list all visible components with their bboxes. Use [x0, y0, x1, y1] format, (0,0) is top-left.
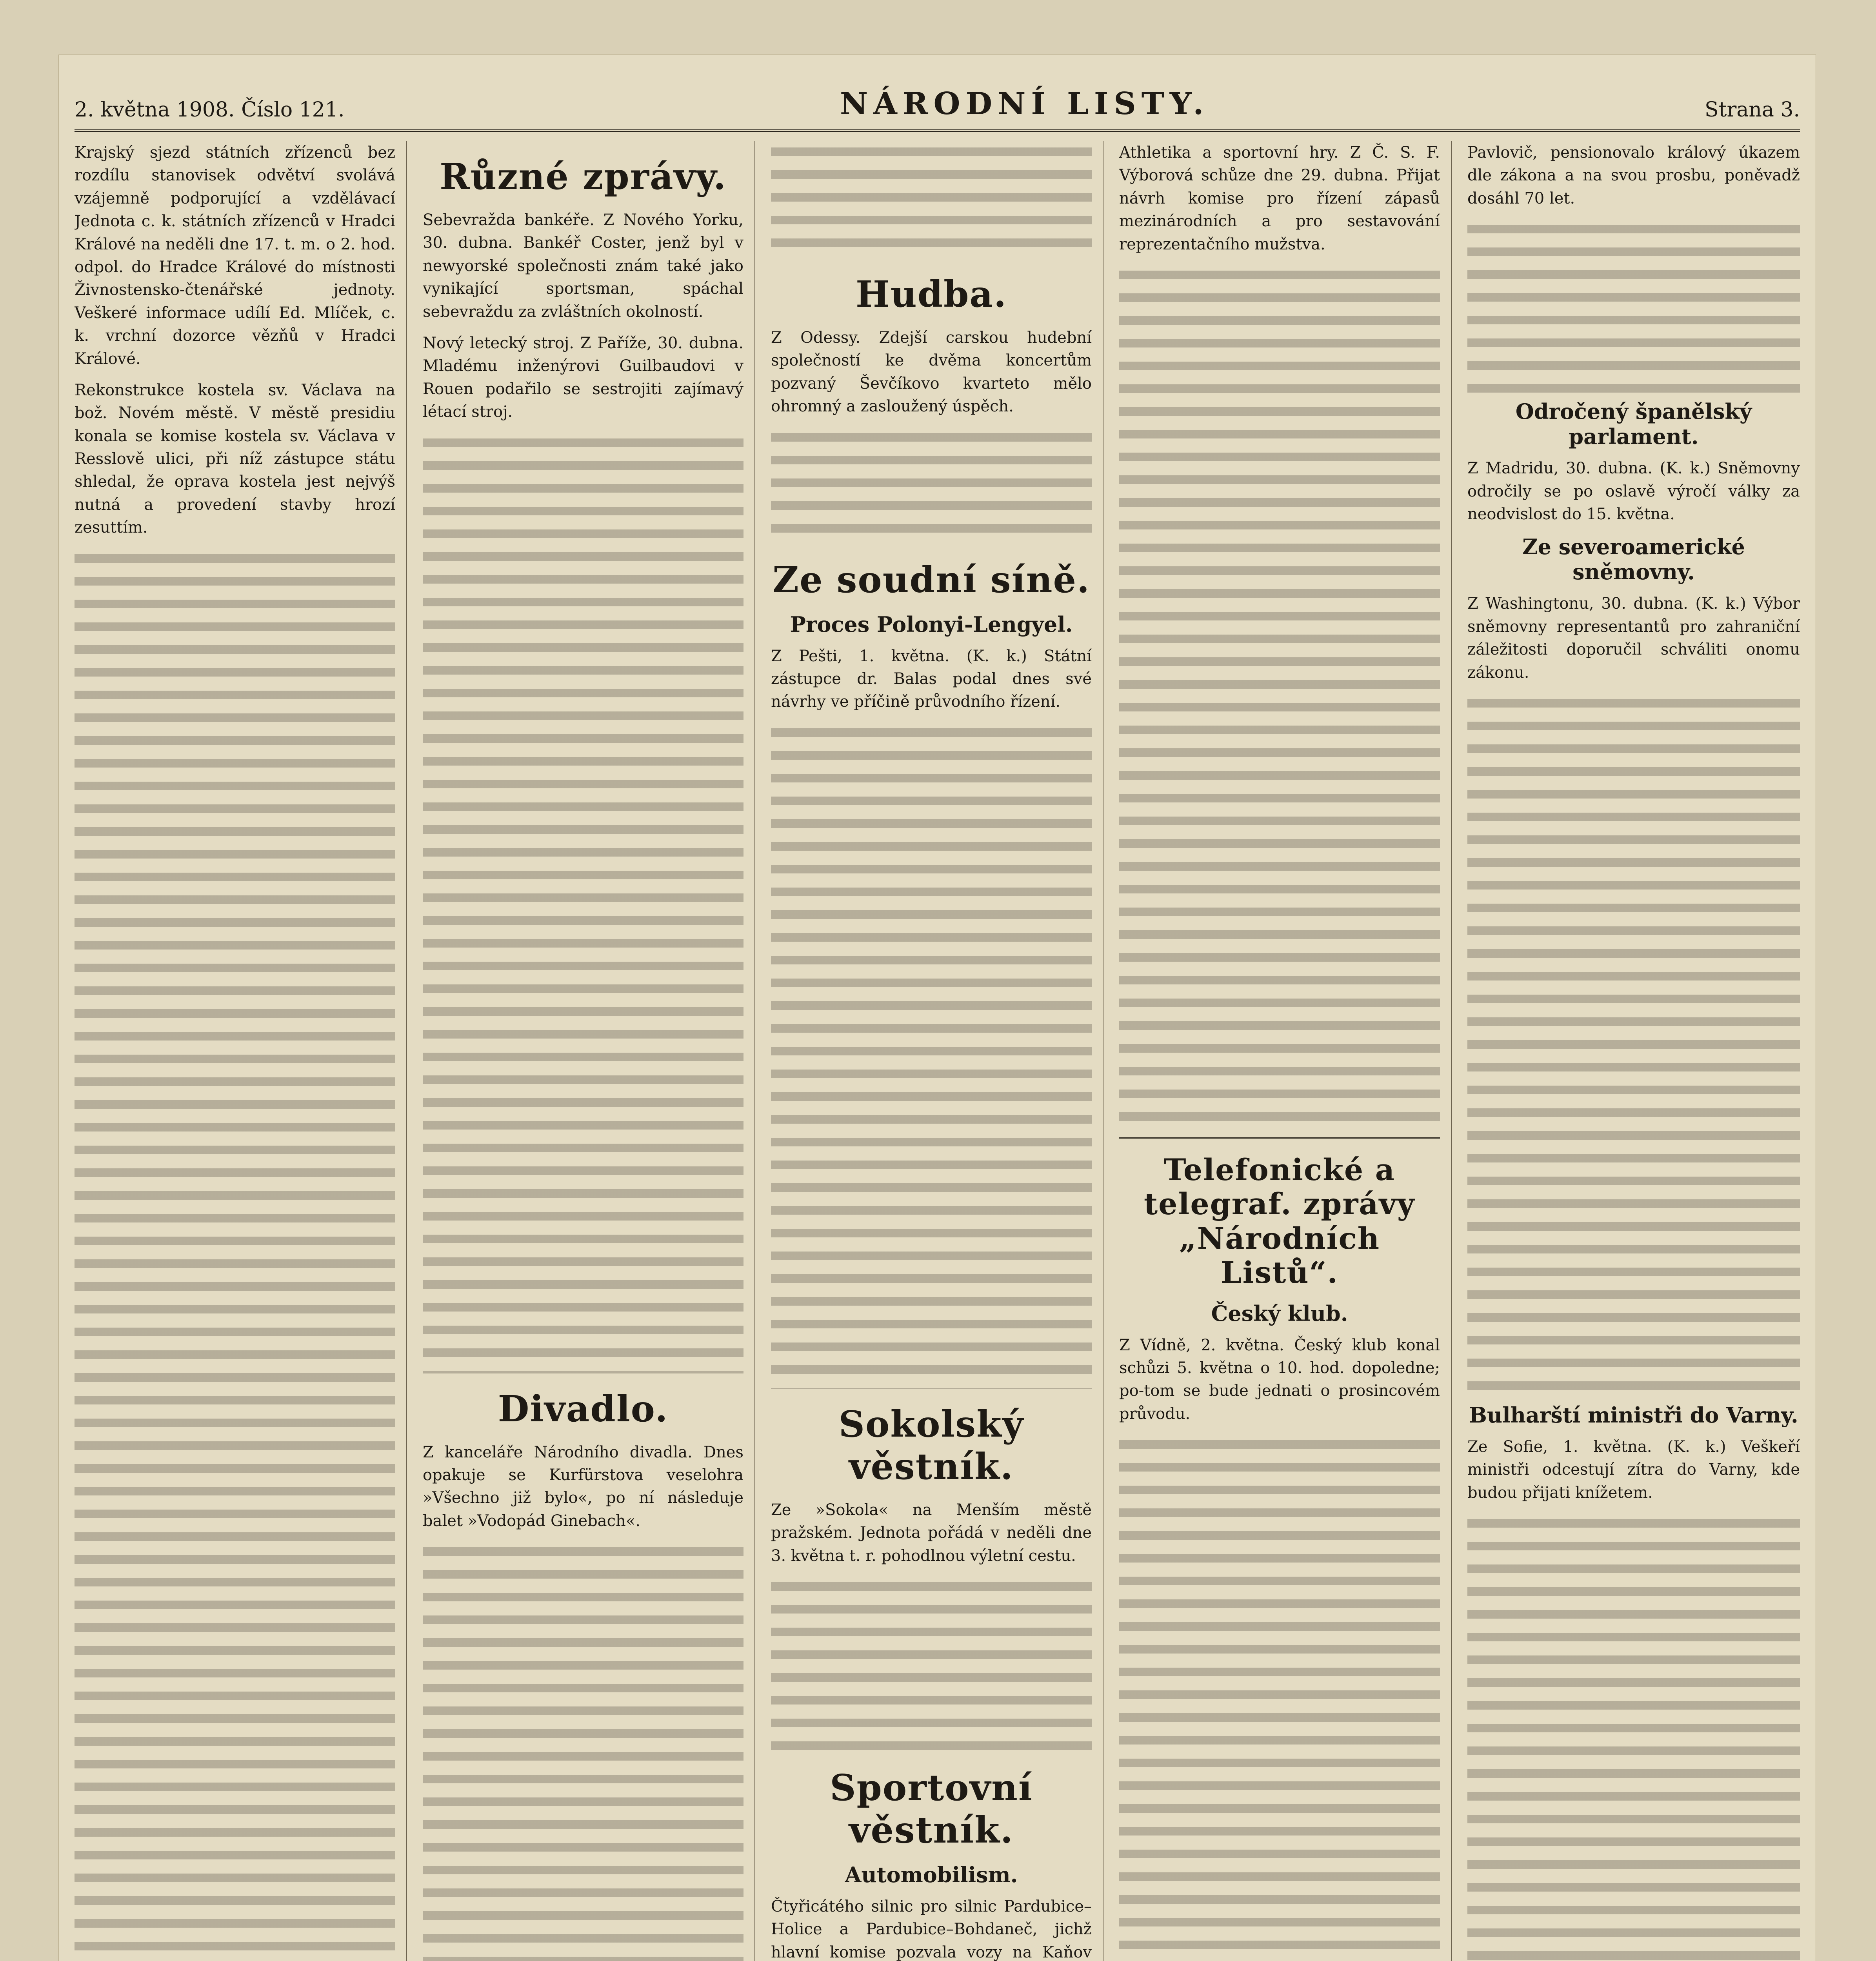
newspaper-title: NÁRODNÍ LISTY. — [840, 86, 1209, 122]
text-block — [423, 1541, 743, 1961]
column-4 — [1119, 141, 1452, 1961]
subheading: Odročený španělský parlament. — [1515, 399, 1752, 449]
article-text: Rekonstrukce kostela sv. Václava na bož. Novém městě. V městě presidiu konala se komise kostela sv. Václava v Resslově ulici, při níž zástupce státu shledal, že oprava kostela jest nejvýš nutná a provedení stavby hrozí zesuttím. — [75, 381, 395, 537]
article-text: Z Washingtonu, 30. dubna. (K. k.) Výbor sněmovny representantů pro zahraniční záležitosti doporučil schváliti onomu zákonu. — [1467, 595, 1800, 682]
article-text: Z Madridu, 30. dubna. (K. k.) Sněmovny odročily se po oslavě výročí války za neodvislost do 15. května. — [1467, 459, 1800, 523]
text-block — [1467, 218, 1800, 395]
article-text: Sebevražda bankéře. Z Nového Yorku, 30. dubna. Bankéř Coster, jenž byl v newyorské společnosti znám také jako vynikající sportsman, spáchal sebevraždu za zvláštních okolností. — [423, 211, 743, 321]
column-1 — [75, 141, 407, 1961]
text-columns — [75, 141, 1800, 1961]
article-text: Pavlovič, pensionovalo králový úkazem dle zákona a na svou prosbu, poněvadž dosáhl 70 let. — [1467, 144, 1800, 207]
subheading: Proces Polonyi-Lengyel. — [790, 611, 1073, 637]
text-block — [1467, 1513, 1800, 1961]
text-block — [771, 141, 1092, 259]
article-text: Z Vídně, 2. května. Český klub konal schůzi 5. května o 10. hod. dopoledne; po-tom se bude jednati o prosincovém průvodu. — [1119, 1336, 1440, 1423]
page-number: Strana 3. — [1704, 98, 1800, 122]
text-block — [423, 432, 743, 1373]
text-block — [1467, 693, 1800, 1399]
section-heading: Různé zprávy. — [439, 155, 727, 198]
article-text: Z Pešti, 1. května. (K. k.) Státní zástupce dr. Balas podal dnes své návrhy ve příčině průvodního řízení. — [771, 647, 1092, 711]
section-heading: Ze soudní síně. — [772, 558, 1091, 601]
column-5 — [1467, 141, 1800, 1961]
text-block — [771, 427, 1092, 544]
section-heading: Hudba. — [855, 273, 1007, 315]
issue-date: 2. května 1908. Číslo 121. — [75, 98, 345, 122]
subheading: Bulharští ministři do Varny. — [1469, 1402, 1798, 1428]
text-block — [771, 1576, 1092, 1752]
article-text: Čtyřicátého silnic pro silnic Pardubice–Holice a Pardubice–Bohdaneč, jichž hlavní komise pozvala vozy na Kaňov — [771, 1897, 1092, 1961]
article-text: Ze Sofie, 1. května. (K. k.) Veškeří ministři odcestují zítra do Varny, kde budou přijati knížetem. — [1467, 1437, 1800, 1502]
column-3 — [771, 141, 1103, 1961]
subheading: Český klub. — [1211, 1301, 1348, 1326]
article-text: Z Odessy. Zdejší carskou hudební společností ke dvěma koncertům pozvaný Ševčíkovo kvarteto mělo ohromný a zasloužený úspěch. — [771, 329, 1092, 416]
text-block — [1119, 264, 1440, 1127]
article-text: Athletika a sportovní hry. Z Č. S. F. Výborová schůze dne 29. dubna. Přijat návrh komise pro řízení zápasů mezinárodních a pro sestavování reprezentačního mužstva. — [1119, 144, 1440, 253]
article-text: Z kanceláře Národního divadla. Dnes opakuje se Kurfürstova veselohra »Všechno již bylo«, po ní následuje balet »Vodopád Ginebach«. — [423, 1443, 743, 1530]
text-block — [1119, 1434, 1440, 1961]
article-text: Ze »Sokola« na Menším městě pražském. Jednota pořádá v neděli dne 3. května t. r. pohodlnou výletní cestu. — [771, 1501, 1092, 1565]
column-2 — [423, 141, 755, 1961]
section-heading: Sportovní věstník. — [830, 1766, 1033, 1851]
masthead — [75, 86, 1800, 132]
section-heading: Telefonické a telegraf. zprávy „Národních Listů“. — [1144, 1152, 1415, 1290]
article-text: Krajský sjezd státních zřízenců bez rozdílu stanovisek odvětví svolává vzájemně podporující a vzdělávací Jednota c. k. státních zřízenců v Hradci Králové na neděli dne 17. t. m. o 2. hod. odpol. do Hradce Králové do místnosti Živnostensko-čtenářské jednoty. Veškeré informace udílí Ed. Mlíček, c. k. vrchní dozorce vězňů v Hradci Králové. — [75, 144, 395, 368]
subheading: Automobilism. — [845, 1862, 1018, 1887]
divider — [1119, 1137, 1440, 1139]
section-heading: Divadlo. — [498, 1387, 669, 1430]
newspaper-page — [59, 55, 1816, 1961]
subheading: Ze severoamerické sněmovny. — [1522, 534, 1745, 585]
article-text: Nový letecký stroj. Z Paříže, 30. dubna. Mladému inženýrovi Guilbaudovi v Rouen podařilo se sestrojiti zajímavý létací stroj. — [423, 334, 743, 421]
section-heading: Sokolský věstník. — [838, 1403, 1024, 1488]
text-block — [771, 722, 1092, 1389]
text-block — [75, 548, 395, 1961]
